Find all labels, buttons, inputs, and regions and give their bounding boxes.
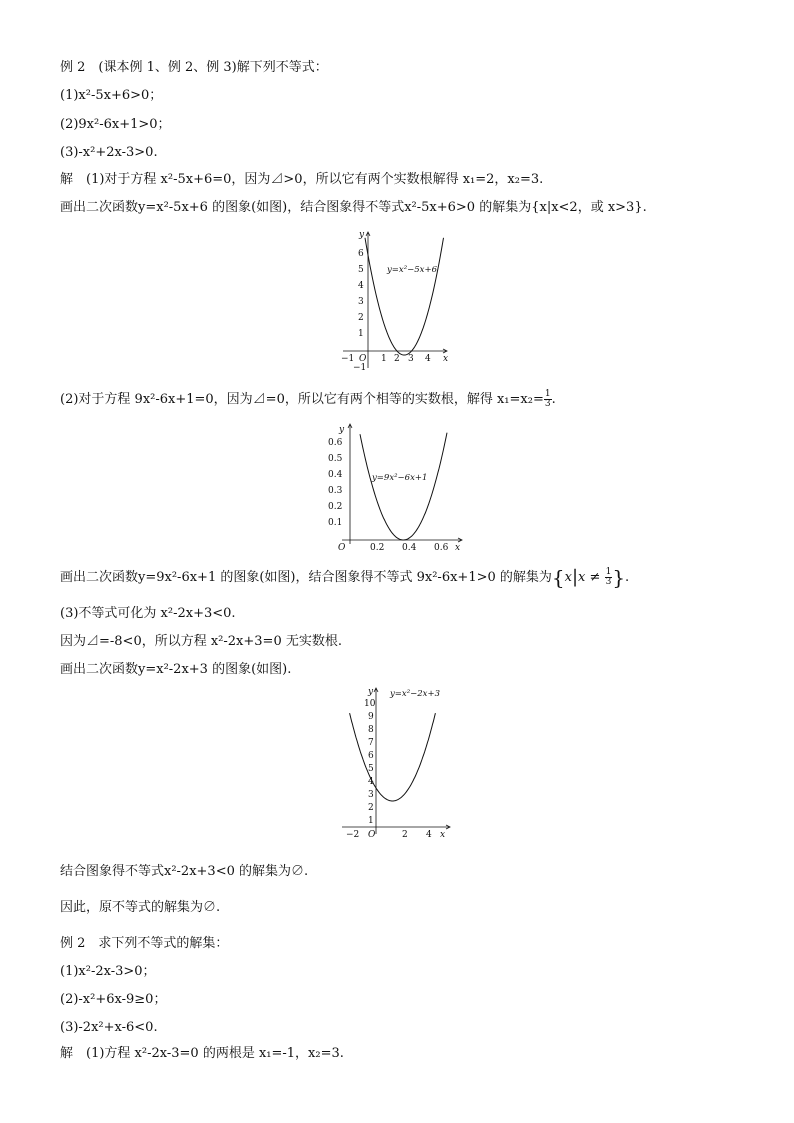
parabola-chart-3 (340, 684, 455, 844)
x-axis-label: x (440, 830, 446, 840)
exercise-solution-1: 解 (1)方程 x²-2x-3=0 的两根是 x₁=-1，x₂=3. (60, 1046, 344, 1061)
y-tick: 2 (358, 313, 364, 323)
y-tick: 5 (358, 265, 364, 275)
x-tick: 4 (426, 830, 432, 840)
problem-3: (3)-x²+2x-3>0. (60, 145, 158, 160)
y-tick: 9 (368, 712, 374, 722)
x-tick: O (359, 354, 367, 364)
y-tick: 3 (368, 790, 374, 800)
x-tick: 2 (394, 354, 400, 364)
exercise-2: (2)-x²+6x-9≥0； (60, 992, 167, 1007)
solution-3-discriminant: 因为⊿=-8<0，所以方程 x²-2x+3=0 无实数根. (60, 634, 342, 649)
y-axis-label: y (339, 425, 345, 435)
y-tick: 0.5 (328, 454, 343, 464)
function-label: y=9x²−6x+1 (372, 473, 428, 483)
y-tick: 1 (358, 329, 364, 339)
y-tick: 7 (368, 738, 374, 748)
parabola-curve (350, 713, 436, 801)
parabola-chart-2 (322, 420, 467, 555)
exercise-3: (3)-2x²+x-6<0. (60, 1020, 158, 1035)
problem-2: (2)9x²-6x+1>0； (60, 117, 171, 132)
y-tick: 1 (368, 816, 374, 826)
set-bar: | (571, 566, 579, 588)
y-tick: 5 (368, 764, 374, 774)
overall-conclusion: 因此，原不等式的解集为∅. (60, 900, 221, 915)
y-tick: 8 (368, 725, 374, 735)
y-tick: 4 (368, 777, 374, 787)
solution-2-conclusion-text: 画出二次函数y=9x²-6x+1 的图象(如图)，结合图象得不等式 9x²-6x+1>0 的解集为 (60, 570, 552, 585)
y-tick: 6 (358, 249, 364, 259)
x-tick: O (368, 830, 376, 840)
solution-2-conclusion: 画出二次函数y=9x²-6x+1 的图象(如图)，结合图象得不等式 9x²-6x+1>0 的解集为{x|x ≠ $\frac{1}{3}$ }. (60, 565, 630, 590)
x-tick: 2 (402, 830, 408, 840)
problem-1: (1)x²-5x+6>0； (60, 88, 163, 103)
y-tick: 0.3 (328, 486, 343, 496)
right-brace: } (612, 565, 626, 590)
example-heading: 例 2 (课本例 1、例 2、例 3)解下列不等式： (60, 60, 328, 75)
y-tick: 0.6 (328, 438, 343, 448)
fraction-denominator: 3 (605, 577, 612, 587)
x-axis-label: x (443, 354, 449, 364)
x-tick: 0.2 (370, 543, 385, 553)
y-tick: 10 (364, 699, 376, 709)
y-tick: 0.4 (328, 470, 343, 480)
x-axis-label: x (455, 543, 461, 553)
y-tick: 0.1 (328, 518, 343, 528)
exercise-1: (1)x²-2x-3>0； (60, 964, 156, 979)
example-2-heading: 例 2 求下列不等式的解集： (60, 936, 229, 951)
fraction-one-third (544, 390, 552, 409)
solution-3-graph-intro: 画出二次函数y=x²-2x+3 的图象(如图). (60, 662, 292, 677)
x-tick: 0.6 (434, 543, 449, 553)
fraction-denominator: 3 (544, 399, 551, 409)
x-tick: 0.4 (402, 543, 417, 553)
x-tick: O (338, 543, 346, 553)
y-tick: 2 (368, 803, 374, 813)
x-tick: −1 (341, 354, 355, 364)
y-axis-label: y (359, 230, 365, 240)
function-label: y=x²−2x+3 (390, 689, 440, 699)
fraction-numerator: 1 (544, 389, 551, 399)
x-tick: 3 (408, 354, 414, 364)
x-tick: −2 (346, 830, 360, 840)
parabola-curve (360, 433, 447, 540)
y-tick: 0.2 (328, 502, 343, 512)
solution-2: (2)对于方程 9x²-6x+1=0，因为⊿=0，所以它有两个相等的实数根，解得 x₁=x₂= $\frac{1}{3}$ . (60, 389, 556, 409)
function-label: y=x²−5x+6 (387, 265, 437, 275)
solution-3: (3)不等式可化为 x²-2x+3<0. (60, 606, 236, 621)
parabola-curve (365, 238, 444, 355)
fraction-numerator: 1 (605, 567, 612, 577)
x-tick: 4 (425, 354, 431, 364)
left-brace: { (551, 565, 565, 590)
parabola-chart-1 (335, 228, 455, 373)
solution-1: 解 (1)对于方程 x²-5x+6=0，因为⊿>0，所以它有两个实数根解得 x₁=2，x₂=3. (60, 172, 544, 187)
y-axis-label: y (368, 687, 374, 697)
set-condition-variable: x (578, 570, 586, 585)
y-tick: 4 (358, 281, 364, 291)
x-tick: 1 (381, 354, 387, 364)
y-tick: 6 (368, 751, 374, 761)
y-tick: −1 (353, 363, 367, 373)
solution-1-conclusion: 画出二次函数y=x²-5x+6 的图象(如图)，结合图象得不等式x²-5x+6>0 的解集为{x|x<2，或 x>3}. (60, 200, 647, 215)
y-tick: 3 (358, 297, 364, 307)
solution-3-conclusion: 结合图象得不等式x²-2x+3<0 的解集为∅. (60, 864, 309, 879)
solution-2-text: (2)对于方程 9x²-6x+1=0，因为⊿=0，所以它有两个相等的实数根，解得 x₁=x₂= (60, 392, 544, 407)
neq-symbol: ≠ (589, 570, 601, 585)
set-variable: x (564, 570, 572, 585)
